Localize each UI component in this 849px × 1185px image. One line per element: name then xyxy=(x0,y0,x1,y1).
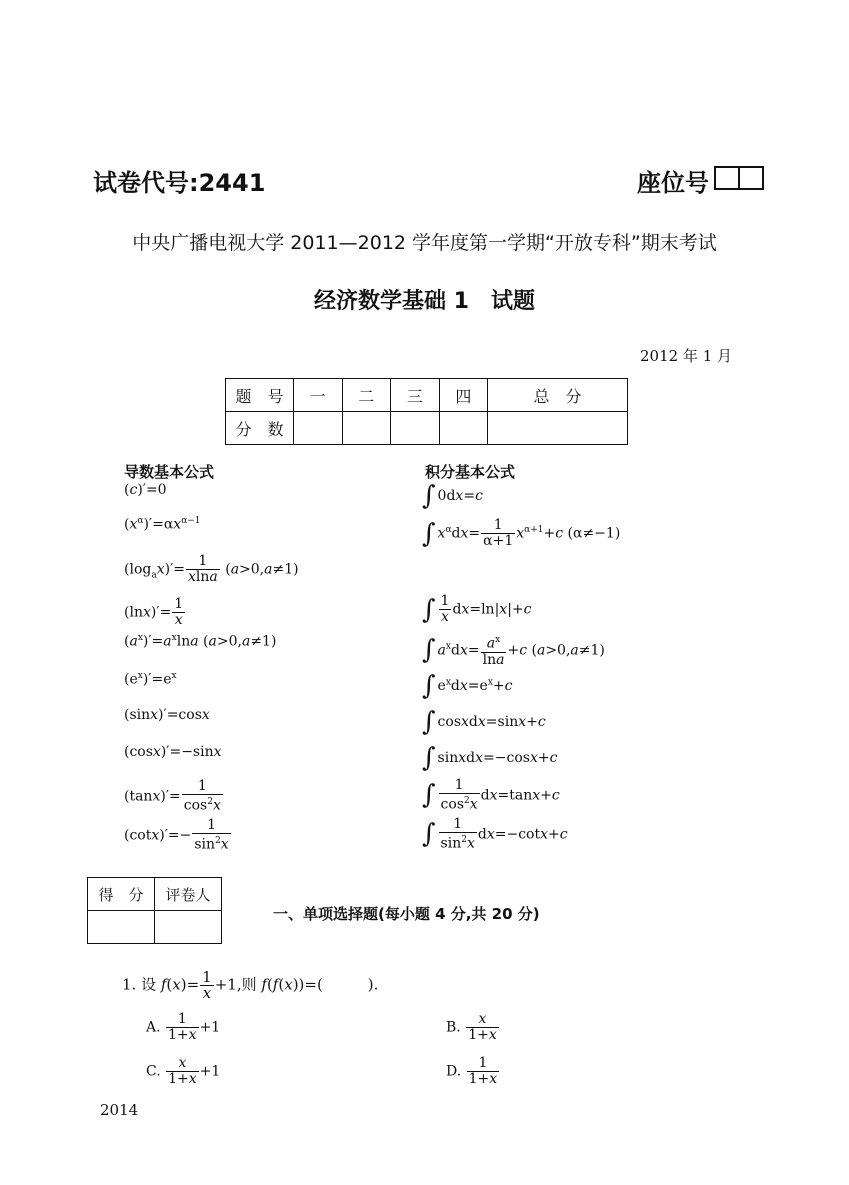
score-cell[interactable] xyxy=(488,412,628,445)
exam-date: 2012 年 1 月 xyxy=(640,347,733,365)
option-a[interactable]: A. $\frac{1}{1+x}$ +1 xyxy=(146,1011,221,1043)
grader-name-cell[interactable] xyxy=(155,911,222,944)
grader-table xyxy=(87,877,222,944)
derivative-formula: (cotx)′=− $\frac{1}{\sin^2x}$ xyxy=(124,817,229,853)
exam-line: 中央广播电视大学 2011—2012 学年度第一学期“开放专科”期末考试 xyxy=(132,232,717,254)
score-table-header-cell: 题 号 xyxy=(226,379,294,412)
integral-formula: ∫ $\frac{1}{\cos^2x}$ dx=tanx+c xyxy=(422,777,560,813)
grader-score-label: 得 分 xyxy=(88,878,155,911)
derivative-formula: (tanx)′= $\frac{1}{\cos^2x}$ xyxy=(124,778,221,814)
integral-formula: ∫ cosxdx=sinx+c xyxy=(422,707,546,737)
score-row-label: 分 数 xyxy=(226,412,294,445)
integral-formula: ∫ $\frac{1}{x}$ dx=ln|x|+c xyxy=(422,593,532,625)
score-cell[interactable] xyxy=(294,412,343,445)
seat-number-box[interactable] xyxy=(714,166,764,190)
grader-name-label: 评卷人 xyxy=(155,878,222,911)
grader-score-cell[interactable] xyxy=(88,911,155,944)
question-1: 1. 设 f(x)= $\frac{1}{x}$ +1,则 f(f(x))=( ). xyxy=(122,968,379,1002)
option-b[interactable]: B. $\frac{x}{1+x}$ xyxy=(446,1011,497,1043)
derivative-formula: (lnx)′= $\frac{1}{x}$ xyxy=(124,596,184,628)
integral-formula: ∫ sinxdx=−cosx+c xyxy=(422,743,558,773)
paper-title: 经济数学基础 1 试题 xyxy=(314,289,535,314)
derivative-formula: (c)′=0 xyxy=(124,482,167,498)
score-table-header-cell: 总 分 xyxy=(488,379,628,412)
option-d[interactable]: D. $\frac{1}{1+x}$ xyxy=(446,1055,498,1087)
integral-formula: ∫ $e^xdx=e^x+c$ xyxy=(422,671,513,701)
paper-code: 试卷代号:2441 xyxy=(93,169,266,197)
integral-formula: ∫ $\frac{1}{\sin^2x}$ dx=−cotx+c xyxy=(422,816,568,852)
seat-label: 座位号 xyxy=(637,169,709,197)
derivative-formula: $(e^x)'=e^x$ xyxy=(124,671,177,688)
score-table-header-cell: 一 xyxy=(294,379,343,412)
derivative-formula: (sinx)′=cosx xyxy=(124,707,210,723)
score-table-header-cell: 三 xyxy=(391,379,440,412)
derivative-formula: $(a^x)'=a^x\ln a$ (a>0,a≠1) xyxy=(124,633,277,650)
integral-formula: ∫ $x^\alpha dx=$ $\frac{1}{\alpha+1}$ $x^{\alpha+1}+c$ (α≠−1) xyxy=(422,517,621,549)
derivative-formula: $(\log_ax)'=$ $\frac{1}{xlna}$ (a>0,a≠1) xyxy=(124,553,299,585)
integral-formula: ∫ $a^xdx=$ $\frac{a^x}{\ln a}$ +c (a>0,a≠1) xyxy=(422,635,605,668)
section-heading: 一、单项选择题(每小题 4 分,共 20 分) xyxy=(273,905,540,923)
page-number: 2014 xyxy=(100,1101,139,1119)
score-table xyxy=(225,378,628,445)
derivative-formula: (cosx)′=−sinx xyxy=(124,744,222,760)
option-c[interactable]: C. $\frac{x}{1+x}$ +1 xyxy=(146,1055,221,1087)
derivative-formula: $(x^\alpha)'=\alpha x^{\alpha-1}$ xyxy=(124,516,201,533)
score-table-header-cell: 四 xyxy=(439,379,488,412)
score-table-header-cell: 二 xyxy=(342,379,391,412)
derivatives-heading: 导数基本公式 xyxy=(124,463,215,481)
score-cell[interactable] xyxy=(439,412,488,445)
score-cell[interactable] xyxy=(342,412,391,445)
integrals-heading: 积分基本公式 xyxy=(425,463,516,481)
score-cell[interactable] xyxy=(391,412,440,445)
integral-formula: ∫ 0dx=c xyxy=(422,481,483,511)
